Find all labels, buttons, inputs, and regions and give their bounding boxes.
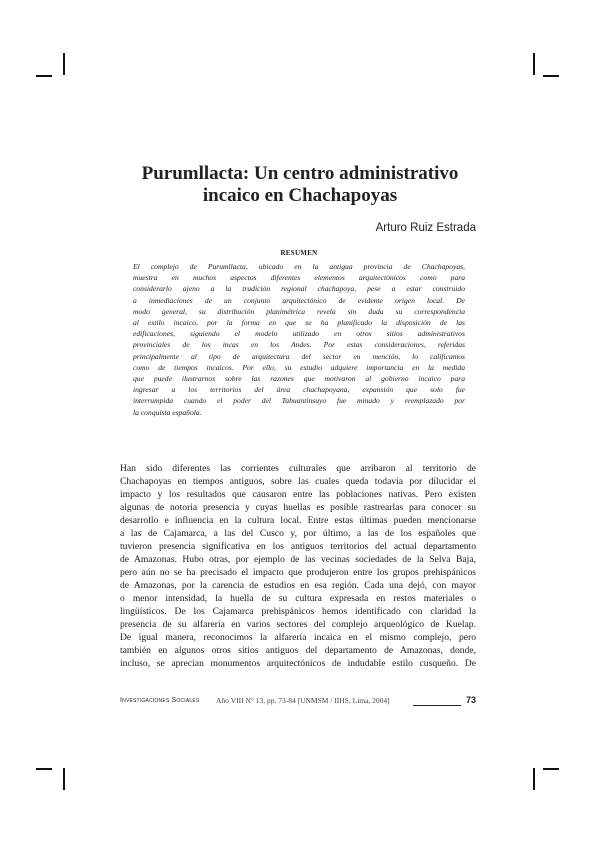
body-line: también en algunos otros sitios antiguos del departamento de Amazonas, donde,: [120, 645, 476, 656]
body-line: algunas de notoria presencia y cuyas huellas es posible rastrearlas para conocer su: [120, 502, 476, 513]
body-line: a las de Cajamarca, a las del Cusco y, por último, a las de los españoles que: [120, 528, 476, 539]
abstract-line: considerarlo ajeno a la tradición regional chachapoya, pese a estar construido: [133, 284, 465, 294]
body-line: presencia de su alfarería en varios sectores del complejo arqueológico de Kuelap.: [120, 619, 476, 630]
abstract-line: que puede ilustrarnos sobre las razones que motivaron al gobierno incaico para: [133, 374, 465, 384]
abstract-line: interrumpida cuando el poder del Tahuantinsuyo fue minado y reemplazado por: [133, 396, 465, 406]
body-line: desarrollo e influencia en la cultura local. Entre estas últimas pueden mencionarse: [120, 515, 476, 526]
crop-mark-bottom-left-horizontal: [36, 768, 52, 770]
abstract-line: como de tiempos incaicos. Por ello, su estudio adquiere importancia en la medida: [133, 362, 465, 372]
body-paragraph: [120, 462, 476, 670]
abstract-line: ingresar a los territorios del área chachapoyana, expansión que solo fue: [133, 385, 465, 395]
body-line: impacto y los resultados que causaron entre las poblaciones nativas. Pero existen: [120, 489, 476, 500]
abstract-line: a inmediaciones de un conjunto arquitectónico de evidente origen local. De: [133, 295, 465, 305]
page-footer: [120, 695, 476, 709]
abstract-line: principalmente al tipo de arquitectura del sector en mención, lo calificamos: [133, 351, 465, 361]
abstract-line: al estilo incaico, por la forma en que se ha planificado la disposición de las: [133, 318, 465, 328]
abstract-heading: RESUMEN: [280, 249, 318, 257]
body-line: o menor intensidad, la huella de su cultura expresada en restos materiales o: [120, 593, 476, 604]
issue-citation: Año VIII N° 13, pp. 73-84 [UNMSM / IIHS, Lima, 2004]: [216, 696, 390, 705]
journal-name: Investigaciones Sociales: [120, 697, 200, 704]
abstract-text: [133, 261, 465, 418]
body-line: Chachapoyas en tiempos antiguos, sobre las cuales queda todavía por dilucidar el: [120, 476, 476, 487]
author-name: Arturo Ruiz Estrada: [375, 222, 476, 234]
crop-mark-top-left-vertical: [63, 53, 65, 75]
page-number: 73: [465, 695, 476, 705]
abstract-line: edificaciones, siguiendo el modelo utilizado en otros sitios administrativos: [133, 329, 465, 339]
article-title-line-1: Purumllacta: Un centro administrativo: [141, 163, 459, 184]
abstract-line: El complejo de Purumllacta, ubicado en la antigua provincia de Chachapoyas,: [133, 262, 465, 271]
abstract-line: provinciales de los incas en los Andes. Por estas consideraciones, referidas: [133, 340, 465, 350]
body-line: tuvieron presencia significativa en los antiguos territorios del actual departamento: [120, 541, 476, 552]
crop-mark-top-left-horizontal: [36, 75, 52, 77]
crop-mark-bottom-right-vertical: [533, 768, 535, 790]
body-line: de Amazonas, por la carencia de estudios en esa región. Cada una dejó, con mayor: [120, 580, 476, 591]
abstract-line: modo general, su distribución planimétrica revela sin duda su correspondencia: [133, 306, 465, 316]
article-title-line-2: incaico en Chachapoyas: [202, 185, 398, 206]
body-line: lingüísticos. De los Cajamarca prehispánicos hemos identificado con claridad la: [120, 606, 476, 617]
abstract-line: la conquista española.: [133, 407, 202, 417]
body-line: de Amazonas. Hubo otras, por ejemplo de las vecinas sociedades de la Selva Baja,: [120, 554, 476, 565]
body-line: De igual manera, reconocimos la alfarería incaica en el mismo complejo, pero: [120, 632, 476, 643]
crop-mark-bottom-left-vertical: [63, 768, 65, 790]
body-line: pero aún no se ha precisado el impacto que produjeron entre los grupos prehispánicos: [120, 567, 476, 578]
crop-mark-top-right-horizontal: [543, 75, 559, 77]
footer-rule: [413, 705, 461, 706]
article-title: [100, 163, 500, 207]
crop-mark-top-right-vertical: [533, 53, 535, 75]
body-line: incluso, se aprecian monumentos arquitectónicos de indudable estilo cusqueño. De: [120, 658, 476, 669]
body-line: Han sido diferentes las corrientes culturales que arribaron al territorio de: [120, 463, 476, 474]
crop-mark-bottom-right-horizontal: [543, 768, 559, 770]
abstract-line: muestra en muchos aspectos diferentes elementos arquitectónicos como para: [133, 273, 465, 283]
